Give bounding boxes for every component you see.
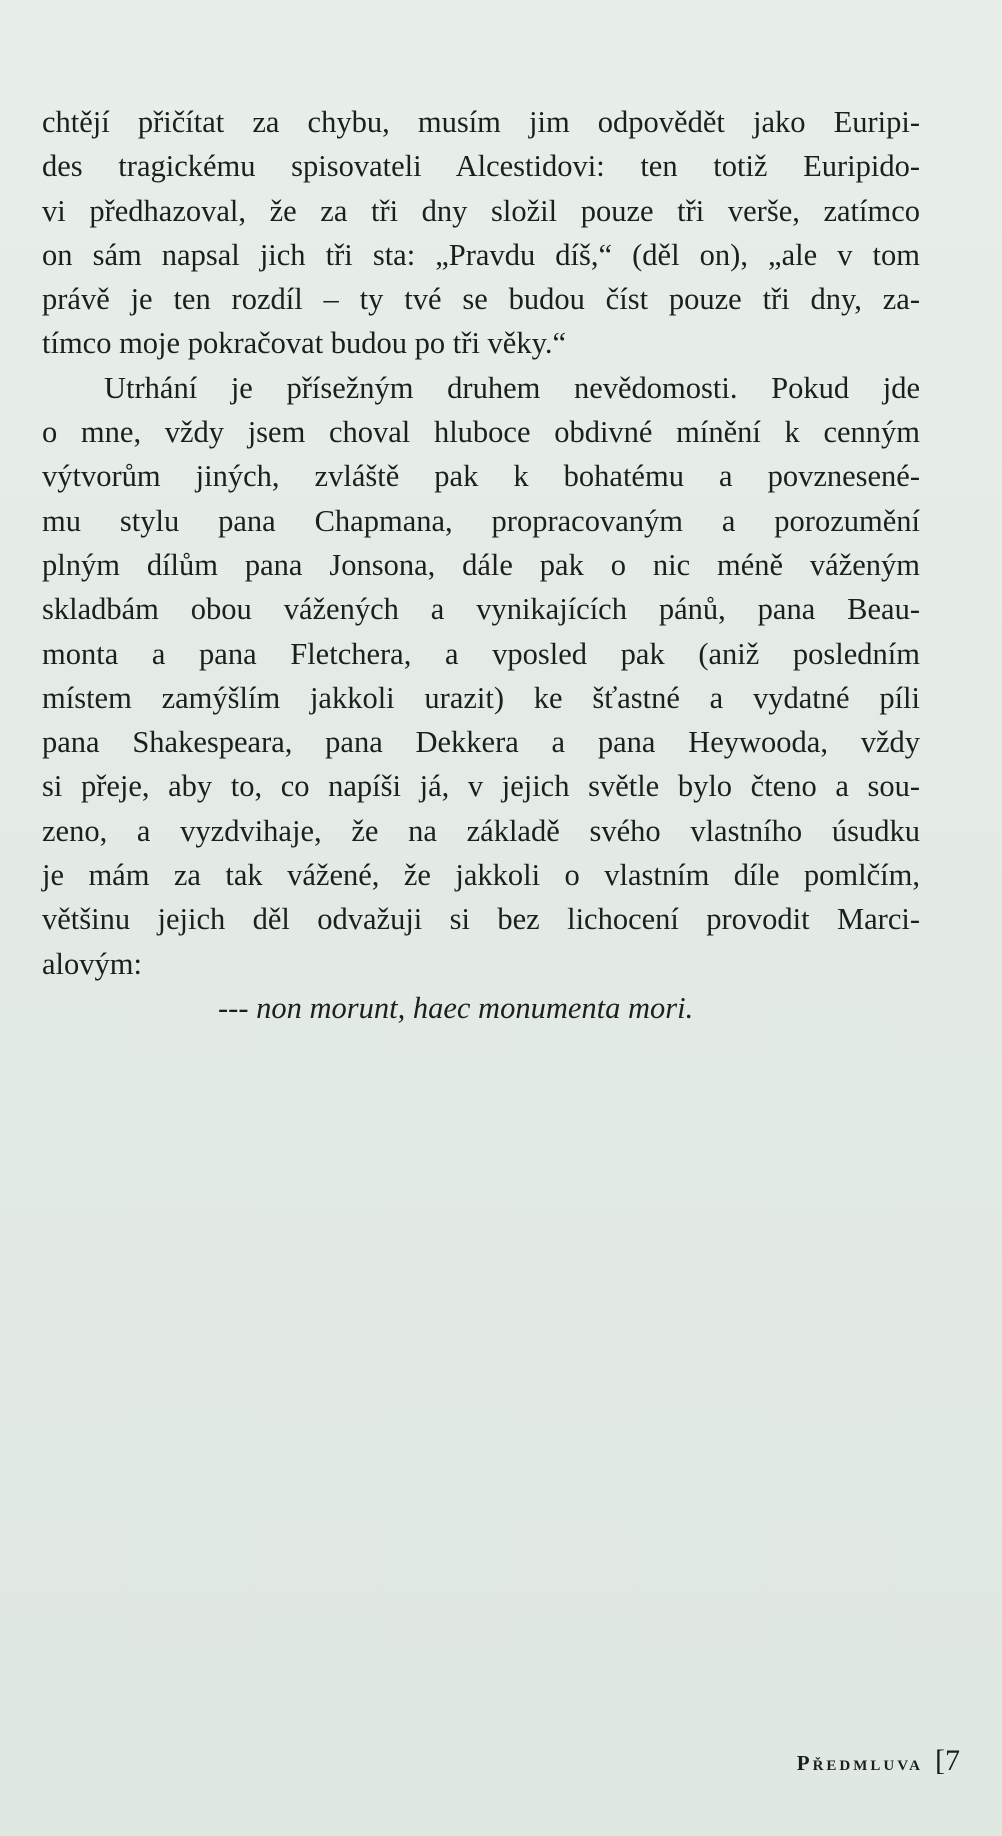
page-footer — [797, 1744, 960, 1778]
text-line: on sám napsal jich tři sta: „Pravdu díš,“ (děl on), „ale v tom — [42, 237, 920, 272]
page-number: [7 — [935, 1744, 960, 1777]
text-line: des tragickému spisovateli Alcestidovi: ten totiž Euripido- — [42, 149, 920, 184]
text-line: monta a pana Fletchera, a vposled pak (aniž posledním — [42, 636, 920, 671]
body-text — [42, 100, 920, 1030]
text-line: skladbám obou vážených a vynikajících pánů, pana Beau- — [42, 592, 920, 627]
text-line: tímco moje pokračovat budou po tři věky.“ — [42, 326, 567, 361]
text-line: o mne, vždy jsem choval hluboce obdivné mínění k cenným — [42, 415, 920, 450]
text-line: mu stylu pana Chapmana, propracovaným a porozumění — [42, 503, 920, 538]
running-footer-title: Předmluva — [796, 1751, 923, 1775]
latin-quote: --- non morunt, haec monumenta mori. — [218, 990, 694, 1025]
text-line: alovým: — [42, 946, 142, 981]
text-line: je mám za tak vážené, že jakkoli o vlastním díle pomlčím, — [42, 858, 920, 893]
text-line: výtvorům jiných, zvláště pak k bohatému a povznesené- — [42, 459, 920, 494]
text-line: právě je ten rozdíl – ty tvé se budou číst pouze tři dny, za- — [42, 282, 920, 317]
text-line: vi předhazoval, že za tři dny složil pouze tři verše, zatímco — [42, 193, 920, 228]
text-line: zeno, a vyzdvihaje, že na základě svého vlastního úsudku — [42, 813, 920, 848]
paragraph-start-line: Utrhání je přísežným druhem nevědomosti. Pokud jde — [104, 370, 920, 405]
text-line: chtějí přičítat za chybu, musím jim odpovědět jako Euripi- — [42, 105, 920, 139]
text-line: pana Shakespeara, pana Dekkera a pana Heywooda, vždy — [42, 725, 920, 760]
text-line: plným dílům pana Jonsona, dále pak o nic méně váženým — [42, 547, 920, 582]
text-line: většinu jejich děl odvažuji si bez lichocení provodit Marci- — [42, 902, 920, 937]
text-line: místem zamýšlím jakkoli urazit) ke šťastné a vydatné píli — [42, 680, 920, 715]
text-line: si přeje, aby to, co napíši já, v jejich světle bylo čteno a sou- — [42, 769, 920, 804]
